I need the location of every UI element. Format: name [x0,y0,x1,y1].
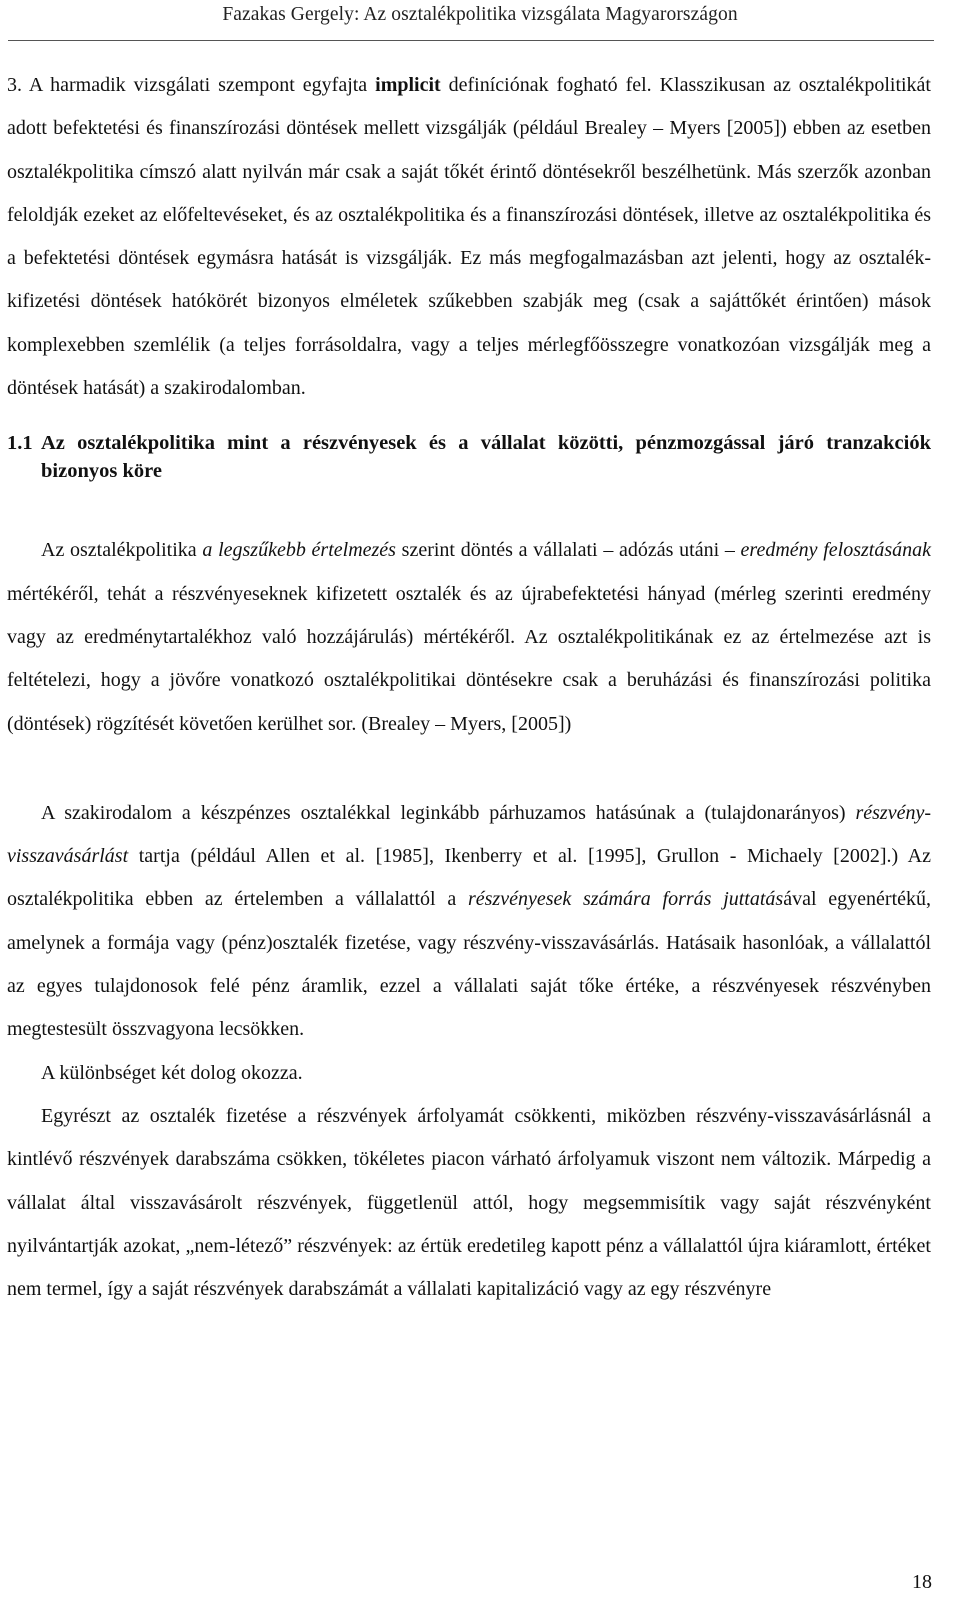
page-number: 18 [912,1571,932,1593]
para3-text-2: tartja (például Allen et al. [1985], Ikenberry et al. [1995], Grullon - Michaely [2002].) Az osztalékpolitika ebben az értelemben a vállalattól a [7,845,931,911]
para3-italic-1: részvény-visszavásárlást [7,801,931,868]
section-number: 1.1 [7,432,33,455]
para2-italic-2: eredmény felosztásának [740,539,932,562]
para2-text-2: szerint döntés a vállalati – adózás utáni – [395,539,741,562]
para1-bold-implicit: implicit [375,74,441,96]
para1-lead: 3. A harmadik vizsgálati szempont egyfajta [7,74,376,96]
para2-text-3: mértékéről, tehát a részvényeseknek kifizetett osztalék és az újrabefektetési hányad (mérleg szerinti eredmény vagy az eredménytartalékhoz való hozzájárulás) mértékéről. Az osztalékpolitikának ez az értelmezése azt is feltételezi, hogy a jövőre vonatkozó osztalékpolitikai döntésekre csak a beruházási és finanszírozási politika (döntések) rögzítését követően kerülhet sor. (Brealey – Myers, [2005]) [7,582,931,735]
running-header: Fazakas Gergely: Az osztalékpolitika vizsgálata Magyarországon [222,4,738,25]
section-title: Az osztalékpolitika mint a részvényesek és a vállalat közötti, pénzmozgással járó tranzakciók bizonyos köre [41,432,931,483]
paragraph-implicit-definition [7,64,931,410]
para3-text-1: A szakirodalom a készpénzes osztalékkal leginkább párhuzamos hatásúnak a (tulajdonarányos) [41,801,856,824]
para3-text-3: ával egyenértékű, amelynek a formája vagy (pénz)osztalék fizetése, vagy részvény-visszavásárlás. Hatásaik hasonlóak, a vállalattól az egyes tulajdonosok felé pénz áramlik, ezzel a vállalati saját tőke értéke, a részvényesek részvényben megtestesült összvagyona lecsökken. [7,888,932,1041]
header-divider [8,40,934,41]
paragraph-narrow-definition [7,529,931,745]
document-body [7,64,931,1311]
paragraph-difference: A különbséget két dolog okozza. [41,1061,303,1084]
para3-italic-2: részvényesek számára forrás juttatás [467,888,784,911]
paragraph-first-reason: Egyrészt az osztalék fizetése a részvények árfolyamát csökkenti, miközben részvény-visszavásárlásnál a kintlévő részvények darabszáma csökken, tökéletes piacon várható árfolyamuk viszont nem változik. Márpedig a vállalat által visszavásárolt részvények, függetlenül attól, hogy megsemmisítik vagy saját részvényként nyilvántartják azokat, „nem-létező” részvények: az értük eredetileg kapott pénz a vállalattól újra kiáramlott, értéket nem termel, így a saját részvények darabszámát a vállalati kapitalizáció vagy az egy részvényre [7,1104,931,1301]
paragraph-share-buyback [7,792,931,1052]
section-heading [7,429,931,485]
para2-italic-1: a legszűkebb értelmezés [202,539,396,562]
para1-rest: definíciónak fogható fel. Klasszikusan az osztalékpolitikát adott befektetési és finanszírozási döntések mellett vizsgálják (például Brealey – Myers [2005]) ebben az esetben osztalékpolitika címszó alatt nyilván már csak a saját tőkét érintő döntésekről beszélhetünk. Más szerzők azonban feloldják ezeket az előfeltevéseket, és az osztalékpolitika és a finanszírozási döntések, illetve az osztalékpolitika és a befektetési döntések egymásra hatását is vizsgálják. Ez más megfogalmazásban azt jelenti, hogy az osztalék-kifizetési döntések hatókörét bizonyos elméletek szűkebben szabják meg (csak a sajáttőkét érintően) mások komplexebben szemlélik (a teljes forrásoldalra, vagy a teljes mérlegfőösszegre vonatkozóan vizsgálják meg a döntések hatását) a szakirodalomban. [7,74,931,400]
para2-text-1: Az osztalékpolitika [41,539,203,562]
